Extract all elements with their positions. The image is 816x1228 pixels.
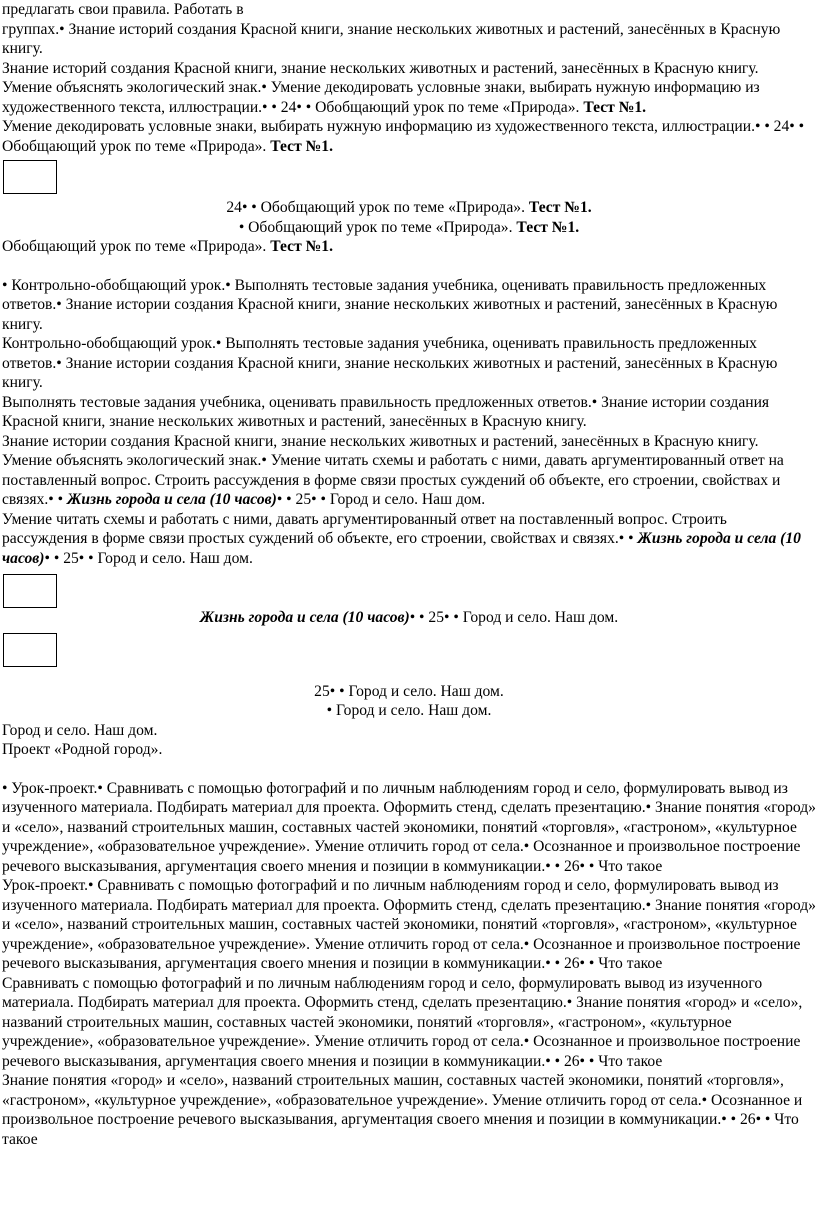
text-line-18: Город и село. Наш дом.: [2, 721, 158, 739]
text-centered-15: [2, 608, 816, 628]
empty-table-cell: [3, 633, 57, 667]
section-title: Жизнь города и села (10 часов): [199, 609, 410, 626]
text-line-19: Проект «Родной город».: [2, 741, 163, 758]
paragraph-14-tail: • • 25• • Город и село. Наш дом.: [44, 549, 253, 567]
text-line-8: [2, 237, 816, 257]
text-paragraph-4: [2, 78, 816, 117]
empty-table-cell: [3, 160, 57, 194]
test-label: Тест №1.: [583, 98, 647, 116]
text-paragraph-11: Выполнять тестовые задания учебника, оценивать правильность предложенных ответов.• Знание истории создания Красной книги, знание нескольких животных и растений, занесённых в Красную книгу.: [2, 393, 770, 430]
text-paragraph-9: • Контрольно-обобщающий урок.• Выполнять тестовые задания учебника, оценивать правильность предложенных ответов.• Знание истории создания Красной книги, знание нескольких животных и растений, занесённых в Красную книгу.: [2, 276, 778, 333]
empty-cell-row: [2, 628, 816, 672]
text-paragraph-2: группах.• Знание историй создания Красной книги, знание нескольких животных и растений, занесённых в Красную книгу.: [2, 20, 781, 57]
text-paragraph-14: [2, 510, 816, 569]
text-paragraph-20: • Урок-проект.• Сравнивать с помощью фотографий и по личным наблюдениям город и село, формулировать вывод из изученного материала. Подбирать материал для проекта. Оформить стенд, сделать презентацию.• Знание понятия «город» и «село», названий строительных машин, составных частей экономики, понятий «торговля», «гастроном», «культурное учреждение», «образовательное учреждение». Умение отличить город от села.• Осознанное и произвольное построение речевого высказывания, аргументация своего мнения и позиции в коммуникации.• • 26• • Что такое: [2, 779, 816, 875]
paragraph-13-text: Умение объяснять экологический знак.• Умение читать схемы и работать с ними, давать аргументированный ответ на поставленный вопрос. Строить рассуждения в форме связи простых суждений об объекте, его строении, свойствах и связях.• •: [2, 452, 784, 508]
paragraph-13-tail: • • 25• • Город и село. Наш дом.: [276, 491, 486, 508]
text-paragraph-12: Знание истории создания Красной книги, знание нескольких животных и растений, занесённых в Красную книгу.: [2, 432, 759, 450]
text-centered-16: 25• • Город и село. Наш дом.: [314, 682, 504, 700]
paragraph-4-text: Умение объяснять экологический знак.• Умение декодировать условные знаки, выбирать нужную информацию из художественного текста, иллюстрации.• • 24• • Обобщающий урок по теме «Природа».: [2, 79, 760, 116]
text-paragraph-23: Знание понятия «город» и «село», названий строительных машин, составных частей экономики, понятий «торговля», «гастроном», «культурное учреждение», «образовательное учреждение». Умение отличить город от села.• Осознанное и произвольное построение речевого высказывания, аргументация своего мнения и позиции в коммуникации.• • 26• • Что такое: [2, 1072, 803, 1148]
text-centered-17: • Город и село. Наш дом.: [326, 702, 492, 719]
text-centered-7: [2, 218, 816, 238]
test-label: Тест №1.: [528, 199, 592, 216]
spacer: [2, 672, 816, 682]
test-label: Тест №1.: [516, 218, 580, 236]
spacer: [2, 760, 816, 779]
empty-table-cell: [3, 574, 57, 608]
test-label: Тест №1.: [270, 137, 333, 155]
line-8-text: Обобщающий урок по теме «Природа».: [2, 238, 271, 255]
paragraph-14-text: Умение читать схемы и работать с ними, давать аргументированный ответ на поставленный вопрос. Строить рассуждения в форме связи простых суждений об объекте, его строении, свойствах и связях.• •: [2, 510, 727, 547]
text-paragraph-21: Урок-проект.• Сравнивать с помощью фотографий и по личным наблюдениям город и село, формулировать вывод из изученного материала. Подбирать материал для проекта. Оформить стенд, сделать презентацию.• Знание понятия «город» и «село», названий строительных машин, составных частей экономики, понятий «торговля», «гастроном», «культурное учреждение», «образовательное учреждение». Умение отличить город от села.• Осознанное и произвольное построение речевого высказывания, аргументация своего мнения и позиции в коммуникации.• • 26• • Что такое: [2, 877, 816, 972]
text-line-1: предлагать свои правила. Работать в: [2, 1, 244, 18]
text-paragraph-3: Знание историй создания Красной книги, знание нескольких животных и растений, занесённых в Красную книгу.: [2, 59, 759, 77]
section-title: Жизнь города и села (10 часов): [67, 491, 277, 508]
paragraph-5-text: Умение декодировать условные знаки, выбирать нужную информацию из художественного текста, иллюстрации.• • 24• • Обобщающий урок по теме «Природа».: [2, 118, 805, 155]
centered-6-text: 24• • Обобщающий урок по теме «Природа».: [226, 199, 529, 216]
centered-7-text: • Обобщающий урок по теме «Природа».: [238, 218, 517, 236]
centered-15-tail: • • 25• • Город и село. Наш дом.: [409, 609, 619, 626]
text-paragraph-5: [2, 117, 816, 156]
text-paragraph-13: [2, 451, 816, 510]
text-centered-6: [2, 198, 816, 218]
empty-cell-row: [2, 156, 816, 198]
test-label: Тест №1.: [270, 238, 333, 255]
section-title: Жизнь города и села (10 часов): [2, 530, 801, 567]
spacer: [2, 257, 816, 276]
text-paragraph-10: Контрольно-обобщающий урок.• Выполнять тестовые задания учебника, оценивать правильность предложенных ответов.• Знание истории создания Красной книги, знание нескольких животных и растений, занесённых в Красную книгу.: [2, 335, 778, 391]
text-paragraph-22: Сравнивать с помощью фотографий и по личным наблюдениям город и село, формулировать вывод из изученного материала. Подбирать материал для проекта. Оформить стенд, сделать презентацию.• Знание понятия «город» и «село», названий строительных машин, составных частей экономики, понятий «торговля», «гастроном», «культурное учреждение», «образовательное учреждение». Умение отличить город от села.• Осознанное и произвольное построение речевого высказывания, аргументация своего мнения и позиции в коммуникации.• • 26• • Что такое: [2, 974, 803, 1070]
